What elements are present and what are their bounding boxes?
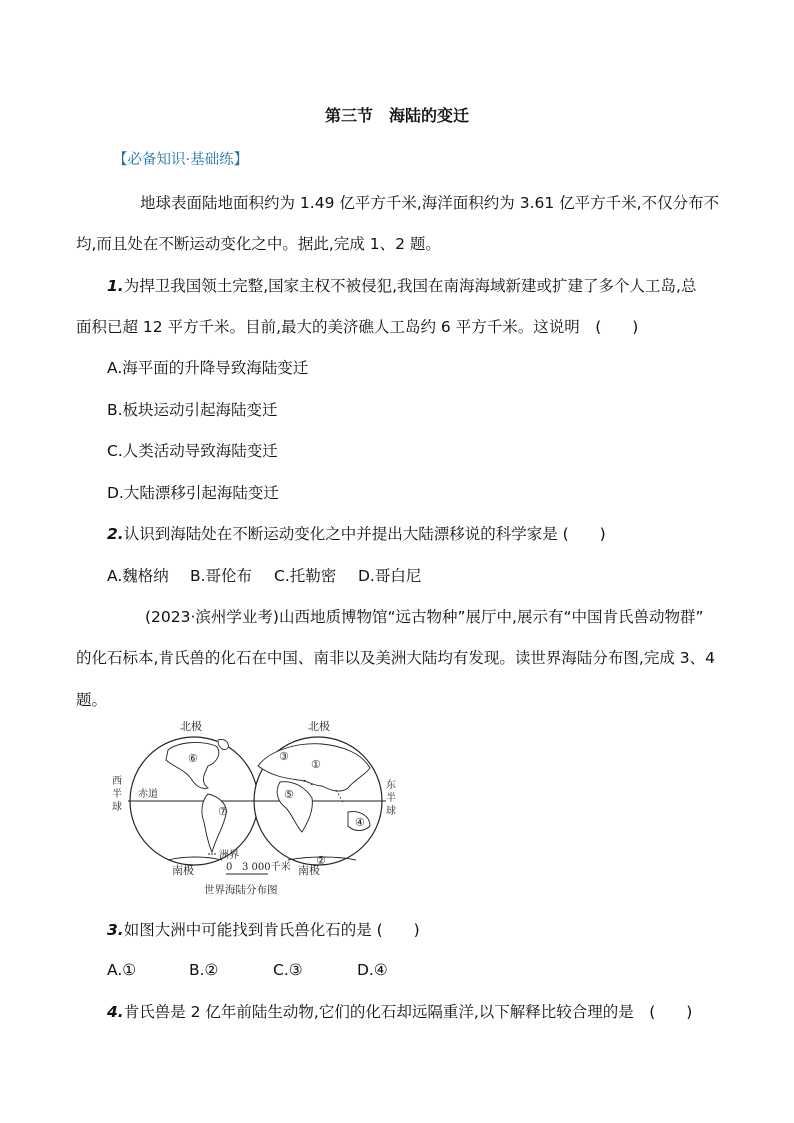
west-hemisphere-char-2: 半 <box>112 789 122 800</box>
intro1-line1: 地球表面陆地面积约为 1.49 亿平方千米,海洋面积约为 3.61 亿平方千米,不仅分布不 <box>140 194 720 212</box>
south-pole-label-west: 南极 <box>172 864 194 877</box>
boundary-legend-label: 洲界 <box>219 850 239 861</box>
question-2-number: 2. <box>107 525 124 543</box>
question-3-option-a[interactable]: A.① <box>107 961 137 979</box>
title-text: 海陆的变迁 <box>389 106 470 125</box>
question-2 <box>107 524 606 544</box>
world-map-figure <box>108 714 408 904</box>
map-caption: 世界海陆分布图 <box>204 884 278 896</box>
title-section-number: 第三节 <box>324 106 373 125</box>
scale-zero-label: 0 <box>226 862 233 873</box>
east-hemisphere-char-3: 球 <box>386 806 396 817</box>
question-3-option-d[interactable]: D.④ <box>357 961 388 979</box>
intro1-line2: 均,而且处在不断运动变化之中。据此,完成 1、2 题。 <box>76 235 441 253</box>
marker-7: ⑦ <box>218 805 228 818</box>
question-4-number: 4. <box>107 1003 124 1021</box>
west-hemisphere-char-3: 球 <box>112 802 122 813</box>
intro2-line1: (2023·滨州学业考)山西地质博物馆“远古物种”展厅中,展示有“中国肯氏兽动物群” <box>145 608 704 626</box>
question-2-option-b[interactable]: B.哥伦布 <box>190 567 253 585</box>
marker-2: ② <box>316 854 326 867</box>
question-2-option-c[interactable]: C.托勒密 <box>274 567 337 585</box>
marker-1: ① <box>311 758 321 771</box>
question-4 <box>107 1002 692 1022</box>
north-pole-label-east: 北极 <box>308 720 330 733</box>
marker-5: ⑤ <box>284 788 294 801</box>
question-3-option-b[interactable]: B.② <box>189 961 219 979</box>
question-1-option-b[interactable]: B.板块运动引起海陆变迁 <box>107 401 278 419</box>
marker-4: ④ <box>355 816 365 829</box>
question-3 <box>107 920 420 940</box>
intro2-line3: 题。 <box>76 691 108 709</box>
question-1-option-d[interactable]: D.大陆漂移引起海陆变迁 <box>107 484 279 502</box>
section-label: 【必备知识·基础练】 <box>113 152 249 168</box>
east-hemisphere-char-2: 半 <box>386 793 396 804</box>
equator-label: 赤道 <box>138 789 158 800</box>
east-hemisphere-char-1: 东 <box>386 780 396 791</box>
south-pole-label-east: 南极 <box>298 864 320 877</box>
question-1-line2: 面积已超 12 平方千米。目前,最大的美济礁人工岛约 6 平方千米。这说明 ( ) <box>76 318 639 336</box>
north-pole-label-west: 北极 <box>180 720 202 733</box>
intro2-line2: 的化石标本,肯氏兽的化石在中国、南非以及美洲大陆均有发现。读世界海陆分布图,完成 3、4 <box>76 649 716 667</box>
west-hemisphere-char-1: 西 <box>112 776 122 787</box>
question-1-option-c[interactable]: C.人类活动导致海陆变迁 <box>107 442 278 460</box>
question-4-text: 肯氏兽是 2 亿年前陆生动物,它们的化石却远隔重洋,以下解释比较合理的是 ( ) <box>123 1003 693 1021</box>
question-3-number: 3. <box>107 921 124 939</box>
question-1-text: 为捍卫我国领土完整,国家主权不被侵犯,我国在南海海域新建或扩建了多个人工岛,总 <box>123 277 697 295</box>
question-2-option-d[interactable]: D.哥白尼 <box>358 567 422 585</box>
marker-6: ⑥ <box>188 752 198 765</box>
question-2-options <box>107 566 421 586</box>
question-1-number: 1. <box>107 277 124 295</box>
question-1-option-a[interactable]: A.海平面的升降导致海陆变迁 <box>107 359 309 377</box>
question-3-options <box>107 960 388 980</box>
question-3-text: 如图大洲中可能找到肯氏兽化石的是 ( ) <box>123 921 420 939</box>
question-1-line1 <box>107 276 696 296</box>
world-map <box>108 714 408 904</box>
page-title <box>0 106 794 126</box>
scale-value-label: 3 000千米 <box>242 862 291 873</box>
question-2-option-a[interactable]: A.魏格纳 <box>107 567 169 585</box>
question-2-text: 认识到海陆处在不断运动变化之中并提出大陆漂移说的科学家是 ( ) <box>123 525 606 543</box>
marker-3: ③ <box>279 750 289 763</box>
question-3-option-c[interactable]: C.③ <box>273 961 303 979</box>
